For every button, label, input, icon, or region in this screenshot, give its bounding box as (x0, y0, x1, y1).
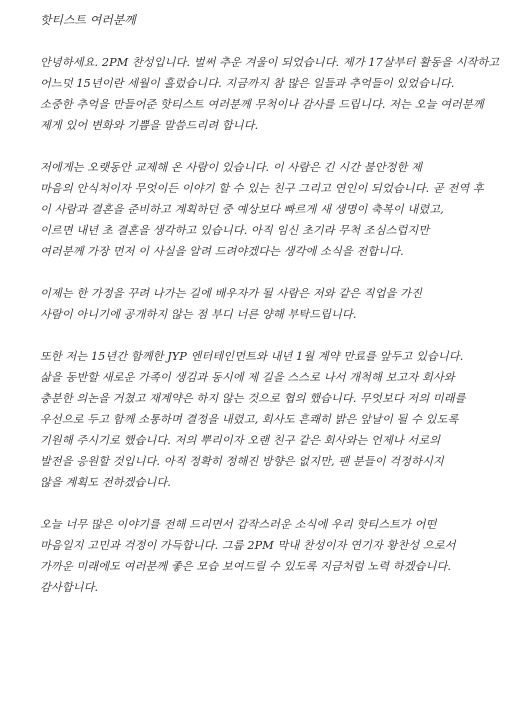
letter-signoff: 감사합니다. (40, 581, 99, 594)
paragraph-spacer (40, 325, 510, 346)
letter-line: 마음의 안식처이자 무엇이든 이야기 할 수 있는 친구 그리고 연인이 되었습니다. 곧 전역 후 (40, 182, 484, 195)
letter-line: 발전을 응원할 것입니다. 아직 정확히 정해진 방향은 없지만, 팬 분들이 걱정하시지 (40, 455, 444, 468)
letter-line: 삶을 동반할 새로운 가족이 생김과 동시에 제 길을 스스로 나서 개척해 보고자 회사와 (40, 371, 455, 384)
letter-line: 안녕하세요. 2PM 찬성입니다. 벌써 추운 겨울이 되었습니다. 제가 17살부터 활동을 시작하고 (40, 56, 500, 69)
letter-line: 않을 계획도 전하겠습니다. (40, 476, 171, 489)
paragraph-privacy (40, 283, 510, 325)
paragraph-greeting (40, 52, 510, 136)
letter-line: 이르면 내년 초 결혼을 생각하고 있습니다. 아직 임신 초기라 무척 조심스럽지만 (40, 224, 430, 237)
letter-line: 저에게는 오랫동안 교제해 온 사람이 있습니다. 이 사람은 긴 시간 불안정한 제 (40, 161, 422, 174)
letter-salutation: 핫티스트 여러분께 (40, 13, 136, 27)
letter-line: 가까운 미래에도 여러분께 좋은 모습 보여드릴 수 있도록 지금처럼 노력 하겠습니다. (40, 560, 452, 573)
paragraph-spacer (40, 262, 510, 283)
letter-line: 사람이 아니기에 공개하지 않는 점 부디 너른 양해 부탁드립니다. (40, 308, 357, 321)
letter-line: 소중한 추억을 만들어준 핫티스트 여러분께 무척이나 감사를 드립니다. 저는 오늘 여러분께 (40, 98, 484, 111)
handwritten-letter (40, 10, 510, 598)
letter-line: 기원해 주시기로 했습니다. 저의 뿌리이자 오랜 친구 같은 회사와는 언제나 서로의 (40, 434, 441, 447)
paragraph-spacer (40, 31, 510, 52)
letter-line: 우선으로 두고 함께 소통하며 결정을 내렸고, 회사도 흔쾌히 밝은 앞날이 될 수 있도록 (40, 413, 459, 426)
letter-line: 마음일지 고민과 걱정이 가득합니다. 그룹 2PM 막내 찬성이자 연기자 황찬성 으로서 (40, 539, 456, 552)
letter-line: 오늘 너무 많은 이야기를 전해 드리면서 갑작스러운 소식에 우리 핫티스트가 어떤 (40, 518, 437, 531)
letter-line: 제게 있어 변화와 기쁨을 말씀드리려 합니다. (40, 119, 259, 132)
letter-line: 이 사람과 결혼을 준비하고 계획하던 중 예상보다 빠르게 새 생명이 축복이 내렸고, (40, 203, 444, 216)
paragraph-closing (40, 514, 510, 598)
letter-line: 여러분께 가장 먼저 이 사실을 알려 드려야겠다는 생각에 소식을 전합니다. (40, 245, 404, 258)
paragraph-spacer (40, 136, 510, 157)
letter-line: 어느덧 15년이란 세월이 흘렀습니다. 지금까지 참 많은 일들과 추억들이 있었습니다. (40, 77, 455, 90)
letter-line: 또한 저는 15년간 함께한 JYP 엔터테인먼트와 내년 1월 계약 만료를 앞두고 있습니다. (40, 350, 464, 363)
letter-line: 이제는 한 가정을 꾸려 나가는 길에 배우자가 될 사람은 저와 같은 직업을 가진 (40, 287, 422, 300)
paragraph-spacer (40, 493, 510, 514)
paragraph-contract (40, 346, 510, 493)
paragraph-partner (40, 157, 510, 262)
letter-line: 충분한 의논을 거쳤고 재계약은 하지 않는 것으로 협의 했습니다. 무엇보다 저의 미래를 (40, 392, 466, 405)
